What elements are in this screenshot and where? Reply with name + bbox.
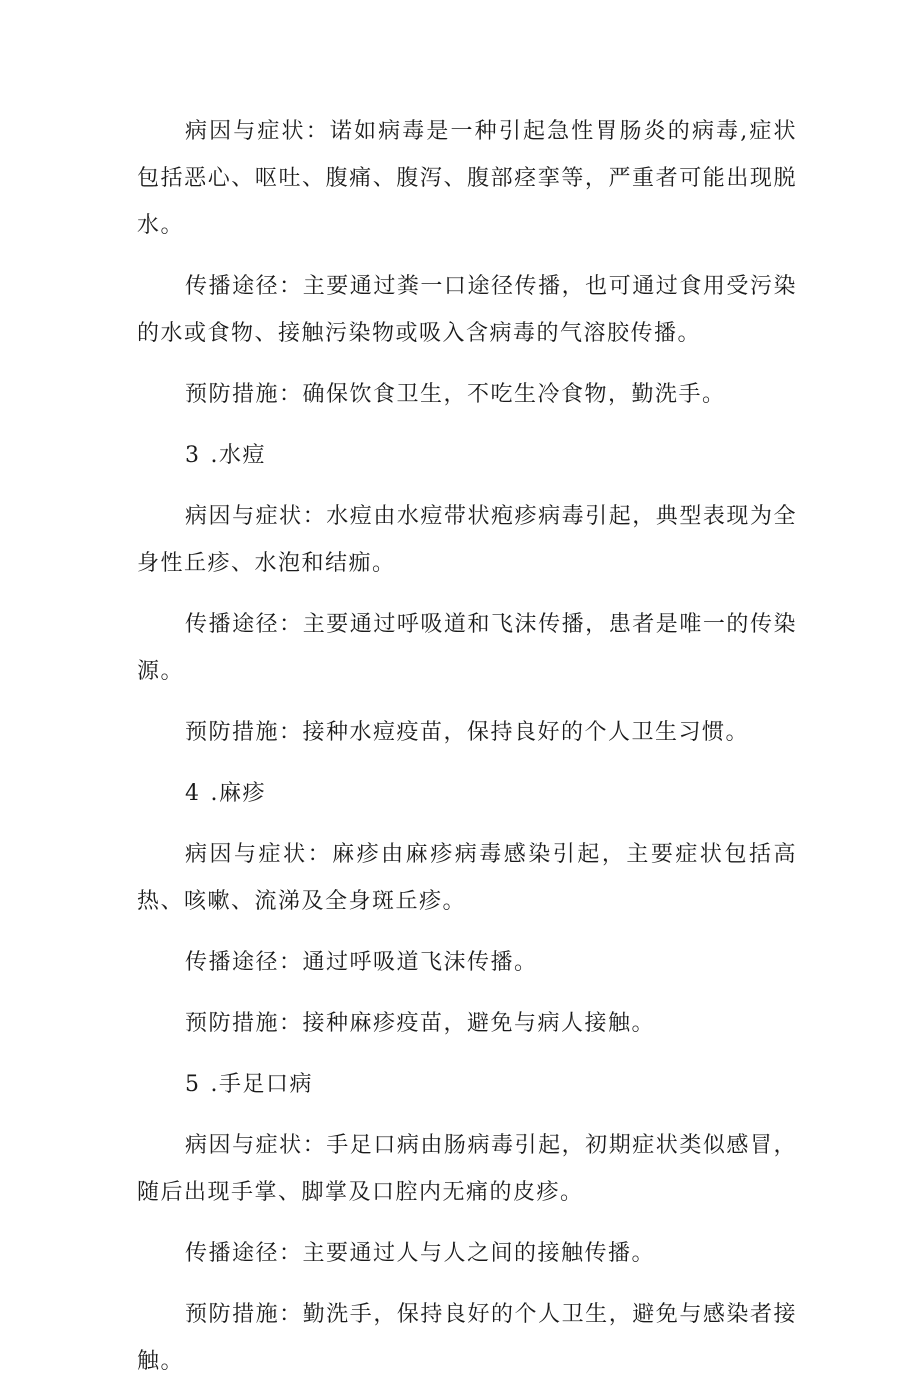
norovirus-transmission: 传播途径：主要通过粪一口途径传播，也可通过食用受污染的水或食物、接触污染物或吸入含病毒的气溶胶传播。	[137, 274, 797, 346]
section-title: .麻疹	[210, 781, 266, 806]
section-4-heading	[137, 770, 797, 817]
norovirus-cause-symptoms: 病因与症状：诺如病毒是一种引起急性胃肠炎的病毒,症状包括恶心、呕吐、腹痛、腹泻、腹部痉挛等，严重者可能出现脱水。	[137, 119, 797, 238]
measles-cause-symptoms: 病因与症状：麻疹由麻疹病毒感染引起，主要症状包括高热、咳嗽、流涕及全身斑丘疹。	[137, 842, 797, 914]
section-title: .水痘	[210, 443, 266, 468]
norovirus-prevention: 预防措施：确保饮食卫生，不吃生冷食物，勤洗手。	[185, 382, 726, 407]
section-number: 4	[185, 781, 201, 806]
section-3-heading	[137, 432, 797, 479]
measles-prevention: 预防措施：接种麻疹疫苗，避免与病人接触。	[185, 1011, 656, 1036]
section-number: 3	[185, 443, 201, 468]
hfmd-transmission: 传播途径：主要通过人与人之间的接触传播。	[185, 1241, 656, 1266]
varicella-cause-symptoms: 病因与症状：水痘由水痘带状疱疹病毒引起，典型表现为全身性丘疹、水泡和结痂。	[137, 504, 797, 576]
section-number: 5	[185, 1072, 201, 1097]
varicella-prevention: 预防措施：接种水痘疫苗，保持良好的个人卫生习惯。	[185, 720, 750, 745]
measles-transmission: 传播途径：通过呼吸道飞沫传播。	[185, 950, 538, 975]
section-title: .手足口病	[210, 1072, 313, 1097]
hfmd-prevention: 预防措施：勤洗手，保持良好的个人卫生，避免与感染者接触。	[137, 1302, 797, 1374]
hfmd-cause-symptoms: 病因与症状：手足口病由肠病毒引起，初期症状类似感冒，随后出现手掌、脚掌及口腔内无痛的皮疹。	[137, 1133, 797, 1205]
document-body	[137, 108, 797, 1385]
varicella-transmission: 传播途径：主要通过呼吸道和飞沫传播，患者是唯一的传染源。	[137, 612, 797, 684]
section-5-heading	[137, 1061, 797, 1108]
